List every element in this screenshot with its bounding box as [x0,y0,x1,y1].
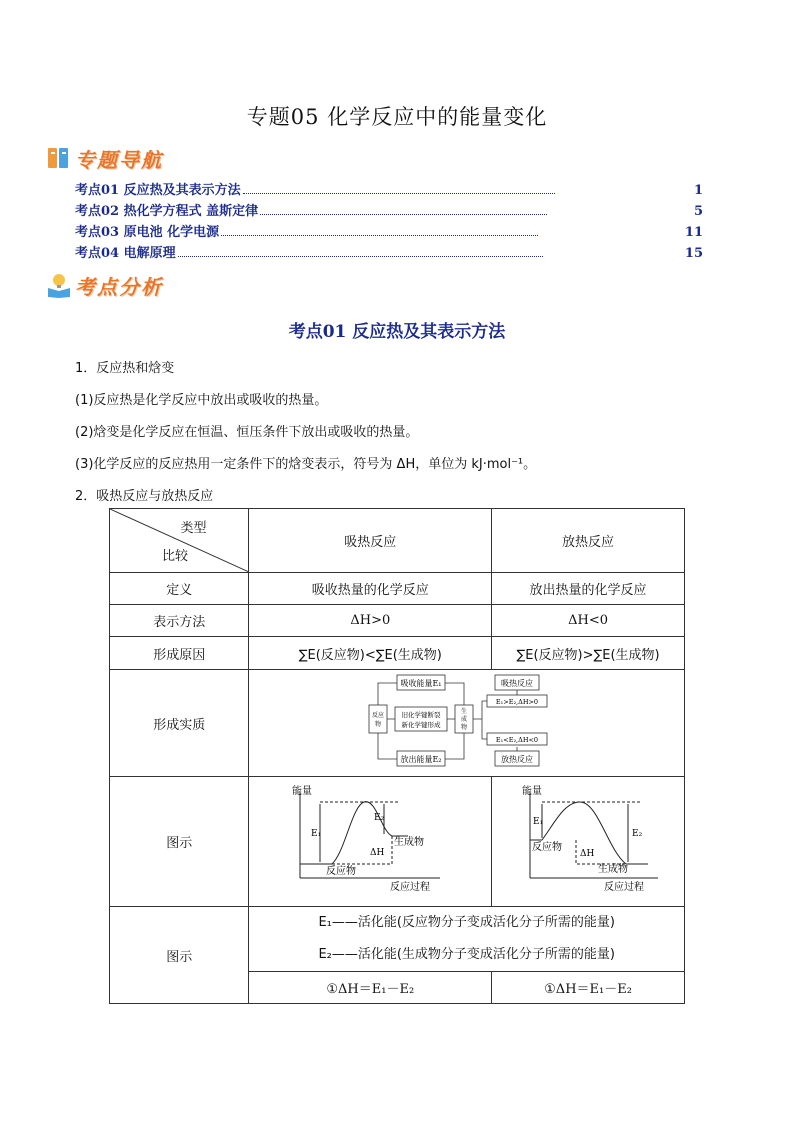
svg-text:反应过程: 反应过程 [604,881,645,893]
endothermic-graph-cell [249,777,492,907]
section-title: 考点01 反应热及其表示方法 [288,322,506,342]
svg-text:能量: 能量 [292,785,313,797]
table-row: 形成实质 吸收能量E₁ 反应 物 旧化学键断裂 新化学键形成 生 成 物 放出能量E₂ E₁>E₂,ΔH>0 E₁<E₂,ΔH<0 吸热反应 放热反应 [110,670,685,777]
exothermic-graph-cell [492,777,685,907]
svg-text:E₂: E₂ [632,828,643,839]
svg-text:反应物: 反应物 [326,865,357,877]
toc-item[interactable]: 考点01 反应热及其表示方法 1 [75,183,703,198]
col-header-endothermic: 吸热反应 [249,509,492,573]
svg-text:物: 物 [460,724,467,731]
svg-text:能量: 能量 [522,785,543,797]
paragraph: (3)化学反应的反应热用一定条件下的焓变表示，符号为 ΔH，单位为 kJ·mol⁻¹。 [75,457,537,472]
table-row: 图示 能量 E₁ E₂ ΔH 生成物 反应物 反应过程 能量 E₁ E₂ ΔH 反应物 生成物 反应过程 [110,777,685,907]
heading-2: 2．吸热反应与放热反应 [75,489,214,504]
svg-text:生成物: 生成物 [598,863,629,875]
lightbulb-book-icon [47,272,71,298]
svg-text:吸收能量E₁: 吸收能量E₁ [400,679,442,688]
svg-text:放出能量E₂: 放出能量E₂ [400,755,442,764]
svg-text:生: 生 [460,708,467,715]
svg-text:ΔH: ΔH [580,848,595,859]
endothermic-energy-graph [290,784,450,896]
svg-text:旧化学键断裂: 旧化学键断裂 [401,711,441,719]
svg-text:反应物: 反应物 [532,841,563,853]
svg-text:反应过程: 反应过程 [390,881,431,893]
svg-text:E₁<E₂,ΔH<0: E₁<E₂,ΔH<0 [495,736,538,744]
svg-text:成: 成 [460,716,467,723]
svg-text:E₁>E₂,ΔH>0: E₁>E₂,ΔH>0 [495,698,538,706]
nav-banner-label: 专题导航 [75,147,163,172]
flow-diagram [367,671,567,771]
exothermic-energy-graph [508,784,668,896]
table-row: 形成原因 ∑E(反应物)<∑E(生成物) ∑E(反应物)>∑E(生成物) [110,637,685,670]
svg-text:反应: 反应 [371,712,384,719]
toc-leader [260,214,547,215]
analysis-banner [47,270,163,300]
table-row: 表示方法 ΔH>0 ΔH<0 [110,605,685,637]
toc-leader [221,235,538,236]
nav-banner [47,143,163,173]
svg-text:生成物: 生成物 [394,836,425,848]
toc-leader [243,193,555,194]
paragraph: (2)焓变是化学反应在恒温、恒压条件下放出或吸收的热量。 [75,425,419,440]
book-icon [47,145,71,171]
toc-leader [178,256,543,257]
analysis-banner-label: 考点分析 [75,274,163,299]
toc-item[interactable]: 考点04 电解原理 15 [75,246,703,261]
table-row: ①ΔH＝E₁－E₂ ①ΔH＝E₁－E₂ [110,972,685,1004]
toc-item[interactable]: 考点03 原电池 化学电源 11 [75,225,703,240]
flow-diagram-cell [249,670,685,777]
svg-text:E₁: E₁ [533,816,544,827]
svg-text:E₂: E₂ [374,812,385,823]
page-title: 专题05 化学反应中的能量变化 [246,105,548,129]
svg-text:新化学键形成: 新化学键形成 [401,721,441,729]
svg-text:E₁: E₁ [311,828,322,839]
svg-text:物: 物 [374,721,381,728]
paragraph: (1)反应热是化学反应中放出或吸收的热量。 [75,393,328,408]
svg-text:ΔH: ΔH [370,847,385,858]
comparison-table [109,508,685,1004]
svg-text:吸热反应: 吸热反应 [500,679,533,688]
heading-1: 1．反应热和焓变 [75,361,175,376]
col-header-exothermic: 放热反应 [492,509,685,573]
toc-item[interactable]: 考点02 热化学方程式 盖斯定律 5 [75,204,703,219]
table-corner: 类型 比较 [110,509,249,573]
svg-text:放热反应: 放热反应 [500,755,533,764]
table-row: 定义 吸收热量的化学反应 放出热量的化学反应 [110,573,685,605]
table-row: 图示 E₁——活化能(反应物分子变成活化分子所需的能量) E₂——活化能(生成物分子变成活化分子所需的能量) [110,907,685,972]
